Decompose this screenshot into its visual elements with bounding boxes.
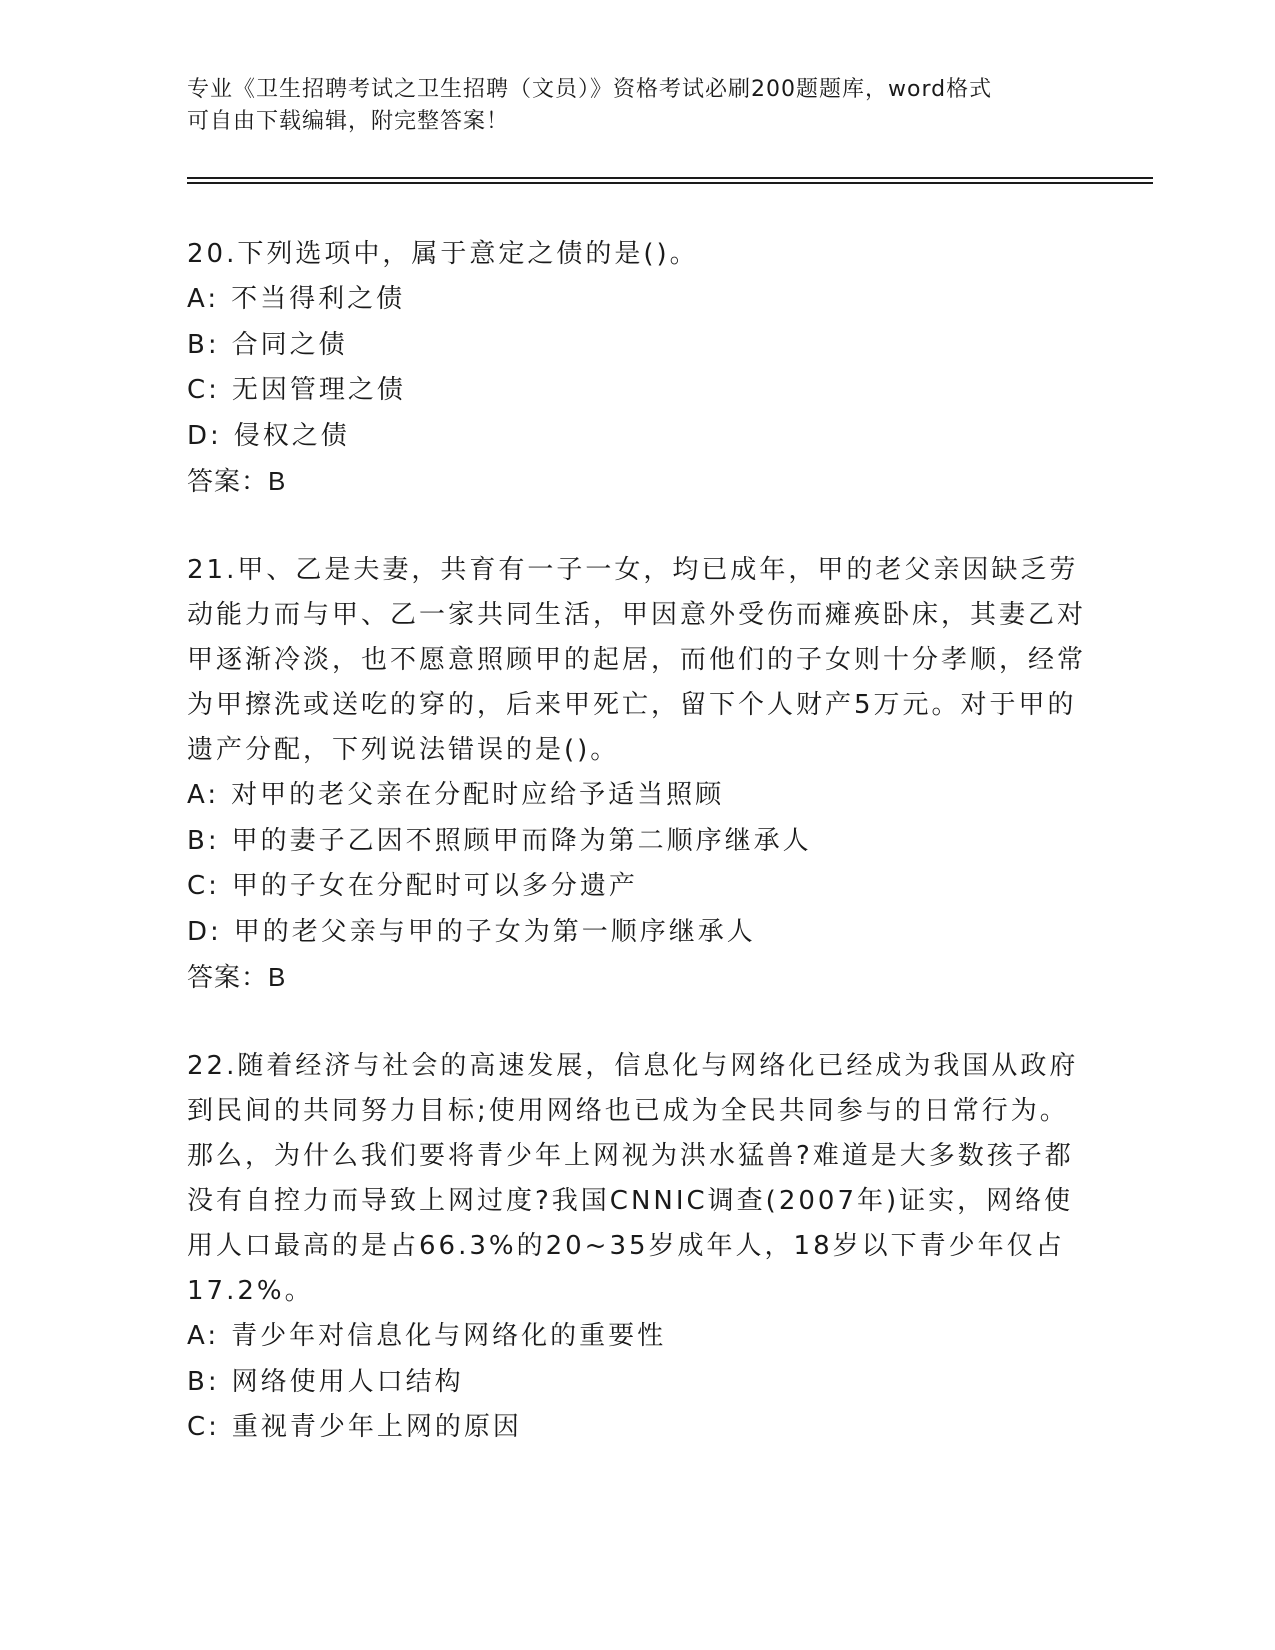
question-text: 20.下列选项中，属于意定之债的是()。	[187, 239, 699, 269]
option-a	[187, 1314, 1087, 1360]
header-title-line1: 专业《卫生招聘考试之卫生招聘（文员）》资格考试必刷200题题库，word格式	[187, 77, 993, 102]
option-key: A:	[187, 284, 220, 314]
option-d	[187, 414, 1087, 460]
question-22	[187, 1044, 1087, 1451]
option-a	[187, 773, 1087, 819]
answer-label: 答案：B	[187, 466, 287, 496]
option-key: C:	[187, 375, 220, 405]
option-b	[187, 819, 1087, 865]
question-21	[187, 548, 1087, 1000]
option-key: D:	[187, 420, 222, 451]
option-a	[187, 277, 1087, 323]
header-title-line2: 可自由下载编辑，附完整答案！	[187, 109, 510, 134]
option-text: 不当得利之债	[231, 284, 406, 314]
header-divider-bottom	[187, 182, 1153, 184]
question-20	[187, 232, 1087, 504]
question-text: 21.甲、乙是夫妻，共育有一子一女，均已成年，甲的老父亲因缺乏劳动能力而与甲、乙一家共同生活，甲因意外受伤而瘫痪卧床，其妻乙对甲逐渐冷淡，也不愿意照顾甲的起居，而他们的子女则十分孝顺，经常为甲擦洗或送吃的穿的，后来甲死亡，留下个人财产5万元。对于甲的遗产分配，下列说法错误的是()。	[187, 555, 1087, 765]
option-text: 重视青少年上网的原因	[231, 1412, 522, 1442]
header-divider-top	[187, 177, 1153, 179]
option-c	[187, 864, 1087, 910]
option-key: A:	[187, 1321, 220, 1351]
question-text: 22.随着经济与社会的高速发展，信息化与网络化已经成为我国从政府到民间的共同努力目标;使用网络也已成为全民共同参与的日常行为。那么，为什么我们要将青少年上网视为洪水猛兽?难道是大多数孩子都没有自控力而导致上网过度?我国CNNIC调查(2007年)证实，网络使用人口最高的是占66.3%的20~35岁成年人，18岁以下青少年仅占17.2%。	[187, 1051, 1079, 1306]
option-text: 甲的子女在分配时可以多分遗产	[231, 871, 638, 901]
document-header	[187, 74, 1087, 138]
option-key: B:	[187, 825, 220, 856]
option-text: 无因管理之债	[231, 375, 406, 405]
option-key: B:	[187, 1366, 220, 1397]
answer-label: 答案：B	[187, 962, 287, 992]
option-key: C:	[187, 871, 220, 901]
option-key: A:	[187, 780, 220, 810]
option-text: 网络使用人口结构	[231, 1366, 464, 1397]
question-list	[187, 232, 1087, 1495]
option-text: 合同之债	[231, 329, 348, 360]
option-text: 甲的老父亲与甲的子女为第一顺序继承人	[233, 916, 756, 947]
option-key: C:	[187, 1412, 220, 1442]
option-text: 对甲的老父亲在分配时应给予适当照顾	[231, 780, 725, 810]
option-c	[187, 1405, 1087, 1451]
option-b	[187, 323, 1087, 369]
option-key: D:	[187, 916, 222, 947]
option-key: B:	[187, 329, 220, 360]
option-text: 青少年对信息化与网络化的重要性	[231, 1321, 667, 1351]
option-text: 甲的妻子乙因不照顾甲而降为第二顺序继承人	[231, 825, 812, 856]
option-c	[187, 368, 1087, 414]
option-d	[187, 910, 1087, 956]
option-b	[187, 1360, 1087, 1406]
option-text: 侵权之债	[233, 420, 350, 451]
